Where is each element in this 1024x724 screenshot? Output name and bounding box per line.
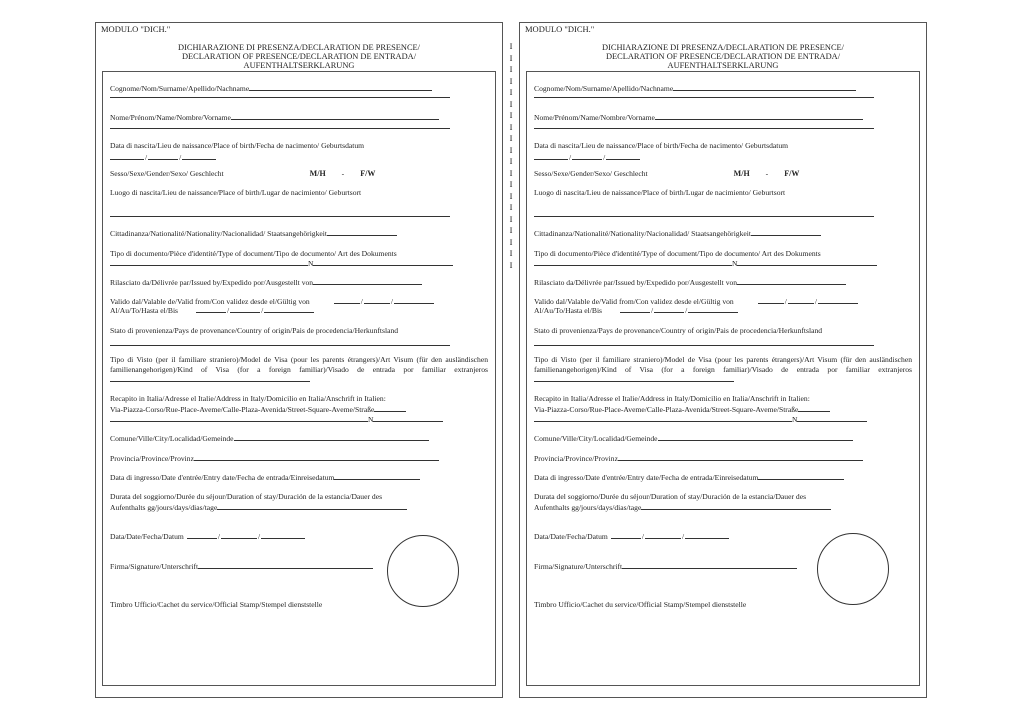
form-panel-right	[519, 22, 927, 698]
form-title	[520, 43, 926, 70]
signature-label: Firma/Signature/Unterschrift	[110, 562, 199, 571]
entry-date-field[interactable]	[110, 472, 488, 483]
sex-label: Sesso/Sexe/Gender/Sexo/ Geschlecht	[534, 169, 648, 178]
valid-from-field[interactable]: Valido dal/Valable de/Valid from/Con validez desde el/Gültig von / /	[110, 296, 488, 307]
issued-by-label: Rilasciato da/Délivrée par/Issued by/Expedido por/Ausgestellt von	[534, 278, 738, 287]
name-field[interactable]	[110, 112, 488, 123]
date-label: Data/Date/Fecha/Datum	[534, 532, 608, 541]
province-field[interactable]	[110, 453, 488, 464]
address-street-field[interactable]	[534, 404, 912, 415]
surname-field[interactable]	[534, 83, 912, 94]
province-field[interactable]	[534, 453, 912, 464]
issued-by-field[interactable]	[534, 277, 912, 288]
birth-place-label: Luogo di nascita/Lieu de naissance/Place of birth/Lugar de nacimiento/ Geburtsort	[534, 188, 786, 197]
address-street-field[interactable]	[110, 404, 488, 415]
stay-label-1: Durata del soggiorno/Durée du séjour/Duration of stay/Duración de la estancia/Dauer des	[110, 492, 383, 501]
entry-date-field[interactable]	[534, 472, 912, 483]
nationality-field[interactable]	[110, 228, 488, 239]
comune-label: Comune/Ville/City/Localidad/Gemeinde	[110, 434, 234, 443]
modulo-label: MODULO "DICH."	[525, 24, 595, 34]
sex-field[interactable]: Sesso/Sexe/Gender/Sexo/ Geschlecht M/H - F/W	[534, 169, 800, 178]
entry-date-label: Data di ingresso/Date d'entrée/Entry date/Fecha de entrada/Einreisedatum	[110, 473, 335, 482]
date-label: Data/Date/Fecha/Datum	[110, 532, 184, 541]
birth-date-label: Data di nascita/Lieu de naissance/Place of birth/Fecha de nacimento/ Geburtsdatum	[534, 141, 789, 150]
address-label-1: Recapito in Italia/Adresse el Italie/Address in Italy/Domicilio en Italia/Anschrift in Italien:	[110, 394, 386, 403]
date-field[interactable]: Data/Date/Fecha/Datum / /	[534, 531, 912, 542]
address-label-2: Via-Piazza-Corso/Rue-Place-Aveme/Calle-Plaza-Avenida/Street-Square-Aveme/Straße	[110, 405, 375, 414]
birth-date-label: Data di nascita/Lieu de naissance/Place of birth/Fecha de nacimento/ Geburtsdatum	[110, 141, 365, 150]
birth-place-label: Luogo di nascita/Lieu de naissance/Place of birth/Lugar de nacimiento/ Geburtsort	[110, 188, 362, 197]
stay-label-2: Aufenthalts gg/jours/days/dias/tage	[534, 503, 642, 512]
stamp-label: Timbro Ufficio/Cachet du service/Official Stamp/Stempel dienststelle	[534, 600, 747, 609]
stamp-label: Timbro Ufficio/Cachet du service/Official Stamp/Stempel dienststelle	[110, 600, 323, 609]
surname-field[interactable]	[110, 83, 488, 94]
address-number-field[interactable]: N	[534, 414, 912, 425]
stay-field[interactable]	[534, 502, 912, 513]
province-label: Provincia/Province/Provinz	[110, 454, 194, 463]
name-field[interactable]	[534, 112, 912, 123]
birth-place-input[interactable]	[110, 216, 450, 217]
province-label: Provincia/Province/Provinz	[534, 454, 618, 463]
valid-to-field[interactable]: Al/Au/To/Hasta el/Bis / /	[110, 305, 488, 316]
valid-to-label: Al/Au/To/Hasta el/Bis	[534, 306, 603, 315]
sex-field[interactable]: Sesso/Sexe/Gender/Sexo/ Geschlecht M/H - F/W	[110, 169, 376, 178]
visa-type-label: Tipo di Visto (per il familiare straniero)/Model de Visa (pour les parents étrangers)/Art Visum (für den ausländischen familienangehorigen)/Kind of Visa (for a foreign familiar)/Visado de entrada por familiar extranjeros	[534, 355, 912, 374]
document-type-label: Tipo di documento/Pièce d'identité/Type of document/Tipo de documento/ Art des Dokuments	[110, 249, 397, 258]
address-label-1: Recapito in Italia/Adresse el Italie/Address in Italy/Domicilio en Italia/Anschrift in Italien:	[534, 394, 810, 403]
nationality-field[interactable]	[534, 228, 912, 239]
surname-label: Cognome/Nom/Surname/Apellido/Nachname	[110, 84, 250, 93]
sex-label: Sesso/Sexe/Gender/Sexo/ Geschlecht	[110, 169, 224, 178]
issued-by-label: Rilasciato da/Délivrée par/Issued by/Expedido por/Ausgestellt von	[110, 278, 314, 287]
perforation-divider: I I I I I I I I I I I I I I I I I I I I	[509, 41, 513, 270]
origin-state-input[interactable]	[534, 345, 874, 346]
comune-field[interactable]	[110, 433, 488, 444]
title-line-1: DICHIARAZIONE DI PRESENZA/DECLARATION DE PRESENCE/	[178, 43, 420, 52]
sex-male-option[interactable]: M/H	[309, 169, 326, 178]
name-label: Nome/Prénom/Name/Nombre/Vorname	[110, 113, 231, 122]
issued-by-field[interactable]	[110, 277, 488, 288]
comune-field[interactable]	[534, 433, 912, 444]
stamp-circle	[387, 535, 459, 607]
visa-type-field[interactable]	[534, 355, 912, 385]
form-title	[96, 43, 502, 70]
stamp-circle	[817, 533, 889, 605]
origin-state-input[interactable]	[110, 345, 450, 346]
sex-male-option[interactable]: M/H	[733, 169, 750, 178]
date-field[interactable]: Data/Date/Fecha/Datum / /	[110, 531, 488, 542]
title-line-3: AUFENTHALTSERKLARUNG	[667, 61, 779, 70]
valid-from-label: Valido dal/Valable de/Valid from/Con validez desde el/Gültig von	[534, 297, 734, 306]
stay-field[interactable]	[110, 502, 488, 513]
comune-label: Comune/Ville/City/Localidad/Gemeinde	[534, 434, 658, 443]
title-line-3: AUFENTHALTSERKLARUNG	[243, 61, 355, 70]
birth-date-input[interactable]: / /	[534, 152, 912, 163]
visa-type-label: Tipo di Visto (per il familiare straniero)/Model de Visa (pour les parents étrangers)/Art Visum (für den ausländischen familienangehorigen)/Kind of Visa (for a foreign familiar)/Visado de entrada por familiar extranjeros	[110, 355, 488, 374]
entry-date-label: Data di ingresso/Date d'entrée/Entry date/Fecha de entrada/Einreisedatum	[534, 473, 759, 482]
nationality-label: Cittadinanza/Nationalité/Nationality/Nacionalidad/ Staatsangehörigkeit	[534, 229, 751, 238]
title-line-2: DECLARATION OF PRESENCE/DECLARATION DE ENTRADA/	[181, 52, 417, 61]
address-number-field[interactable]: N	[110, 414, 488, 425]
visa-type-field[interactable]	[110, 355, 488, 385]
address-label-2: Via-Piazza-Corso/Rue-Place-Aveme/Calle-Plaza-Avenida/Street-Square-Aveme/Straße	[534, 405, 799, 414]
surname-label: Cognome/Nom/Surname/Apellido/Nachname	[534, 84, 674, 93]
stay-label-2: Aufenthalts gg/jours/days/dias/tage	[110, 503, 218, 512]
origin-state-label: Stato di provenienza/Pays de provenance/Country of origin/Pais de procedencia/Herkunftsland	[110, 326, 399, 335]
title-line-1: DICHIARAZIONE DI PRESENZA/DECLARATION DE PRESENCE/	[602, 43, 844, 52]
valid-from-field[interactable]: Valido dal/Valable de/Valid from/Con validez desde el/Gültig von / /	[534, 296, 912, 307]
valid-from-label: Valido dal/Valable de/Valid from/Con validez desde el/Gültig von	[110, 297, 310, 306]
document-number-field[interactable]: N	[534, 258, 912, 269]
origin-state-label: Stato di provenienza/Pays de provenance/Country of origin/Pais de procedencia/Herkunftsland	[534, 326, 823, 335]
modulo-label: MODULO "DICH."	[101, 24, 171, 34]
valid-to-field[interactable]: Al/Au/To/Hasta el/Bis / /	[534, 305, 912, 316]
sex-female-option[interactable]: F/W	[784, 169, 800, 178]
birth-date-input[interactable]: / /	[110, 152, 488, 163]
stay-label-1: Durata del soggiorno/Durée du séjour/Duration of stay/Duración de la estancia/Dauer des	[534, 492, 807, 501]
birth-place-input[interactable]	[534, 216, 874, 217]
signature-label: Firma/Signature/Unterschrift	[534, 562, 623, 571]
form-panel-left	[95, 22, 503, 698]
document-type-label: Tipo di documento/Pièce d'identité/Type of document/Tipo de documento/ Art des Dokuments	[534, 249, 821, 258]
name-label: Nome/Prénom/Name/Nombre/Vorname	[534, 113, 655, 122]
valid-to-label: Al/Au/To/Hasta el/Bis	[110, 306, 179, 315]
title-line-2: DECLARATION OF PRESENCE/DECLARATION DE ENTRADA/	[605, 52, 841, 61]
document-number-field[interactable]: N	[110, 258, 488, 269]
nationality-label: Cittadinanza/Nationalité/Nationality/Nacionalidad/ Staatsangehörigkeit	[110, 229, 327, 238]
sex-female-option[interactable]: F/W	[360, 169, 376, 178]
